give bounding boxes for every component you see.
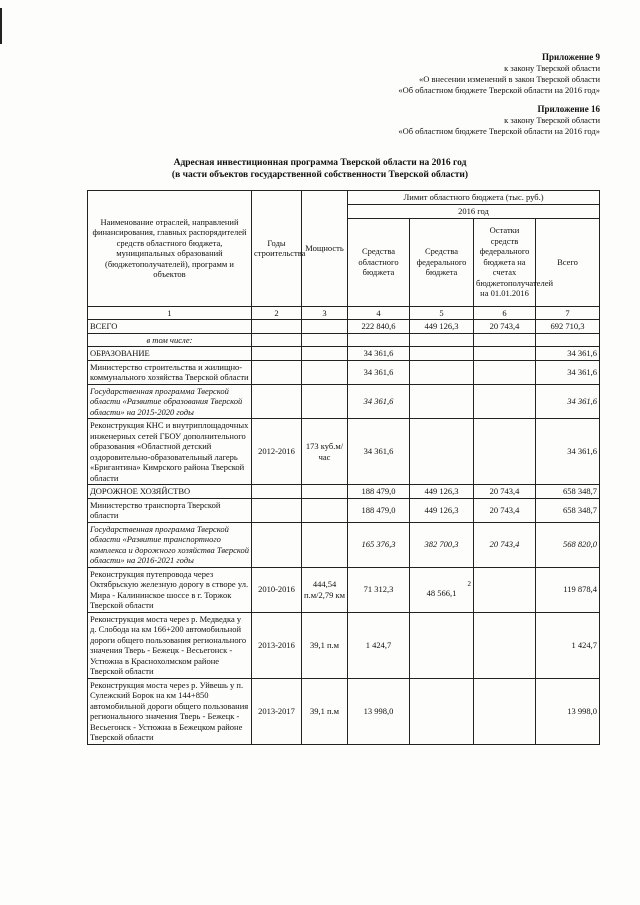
row-capacity: [302, 485, 348, 499]
header-limit: Лимит областного бюджета (тыс. руб.): [348, 191, 600, 205]
document-title-line-1: Адресная инвестиционная программа Тверской области на 2016 год: [173, 158, 467, 168]
col-number: 2: [252, 306, 302, 320]
table-row: [88, 360, 600, 384]
row-name: Реконструкция путепровода через Октябрьскую железную дорогу в створе ул. Мира - Калининское шоссе в г. Торжок Тверской области: [88, 567, 252, 612]
row-federal: 449 126,3: [410, 320, 474, 334]
col-number: 1: [88, 306, 252, 320]
table-row: [88, 678, 600, 744]
header-name: Наименование отраслей, направлений финансирования, главных распорядителей средств областного бюджета, муниципальных образований (бюджетополучателей), программ и объектов: [88, 191, 252, 307]
row-capacity: [302, 333, 348, 347]
appendix-16-line-1: к закону Тверской области: [504, 115, 600, 125]
row-years: [252, 522, 302, 567]
row-federal: 449 126,3: [410, 498, 474, 522]
table-row: [88, 498, 600, 522]
row-name: Государственная программа Тверской области «Развитие образования Тверской области» на 2015-2020 годы: [88, 384, 252, 419]
row-years: 2013-2017: [252, 678, 302, 744]
col-number: 4: [348, 306, 410, 320]
row-regional: 71 312,3: [348, 567, 410, 612]
header-years: Годы строительства: [252, 191, 302, 307]
row-total: 34 361,6: [536, 360, 600, 384]
row-regional: 13 998,0: [348, 678, 410, 744]
scan-edge-mark: [0, 8, 2, 44]
row-regional: 34 361,6: [348, 360, 410, 384]
row-name: Министерство строительства и жилищно-коммунального хозяйства Тверской области: [88, 360, 252, 384]
header-regional: Средства областного бюджета: [348, 218, 410, 306]
table-row: [88, 567, 600, 612]
row-remainders: [474, 678, 536, 744]
row-total: 13 998,0: [536, 678, 600, 744]
row-total: 658 348,7: [536, 485, 600, 499]
row-name: Реконструкция моста через р. Медведка у д. Слобода на км 166+200 автомобильной дороги общего пользования регионального значения Тверь - Бежецк - Весьегонск - Устюжна в Краснохолмском районе Тверской области: [88, 612, 252, 678]
row-total: 658 348,7: [536, 498, 600, 522]
row-name: Министерство транспорта Тверской области: [88, 498, 252, 522]
row-name: Реконструкция КНС и внутриплощадочных инженерных сетей ГБОУ дополнительного образования «Областной детский оздоровительно-образовательный лагерь «Бригантина» Кимрского района Тверской области: [88, 419, 252, 485]
row-remainders: [474, 419, 536, 485]
row-federal: 382 700,3: [410, 522, 474, 567]
table-row: [88, 485, 600, 499]
header-year-2016: 2016 год: [348, 205, 600, 219]
row-name: ОБРАЗОВАНИЕ: [88, 347, 252, 361]
row-regional: 34 361,6: [348, 347, 410, 361]
row-remainders: [474, 384, 536, 419]
col-number: 3: [302, 306, 348, 320]
row-remainders: [474, 347, 536, 361]
row-capacity: [302, 522, 348, 567]
row-years: [252, 485, 302, 499]
row-federal: [410, 347, 474, 361]
header-total: Всего: [536, 218, 600, 306]
appendix-16-line-2: «Об областном бюджете Тверской области на 2016 год»: [398, 126, 600, 136]
row-name: Реконструкция моста через р. Уйвешь у п. Сулежский Борок на км 144+850 автомобильной дороги общего пользования регионального значения Тверь - Бежецк - Весьегонск - Устюжна в Бежецком районе Тверской области: [88, 678, 252, 744]
row-capacity: 173 куб.м/час: [302, 419, 348, 485]
row-total: [536, 333, 600, 347]
row-capacity: [302, 384, 348, 419]
table-row: [88, 333, 600, 347]
appendix-9-title: Приложение 9: [541, 52, 600, 62]
appendix-16-header: [398, 104, 600, 137]
column-number-row: [88, 306, 600, 320]
row-years: [252, 360, 302, 384]
document-title-line-2: (в части объектов государственной собственности Тверской области): [171, 170, 469, 180]
row-name: Государственная программа Тверской области «Развитие транспортного комплекса и дорожного хозяйства Тверской области» на 2016-2021 годы: [88, 522, 252, 567]
row-federal: [410, 419, 474, 485]
row-capacity: 39,1 п.м: [302, 612, 348, 678]
row-years: 2012-2016: [252, 419, 302, 485]
row-total: 34 361,6: [536, 419, 600, 485]
appendix-16-title: Приложение 16: [537, 104, 600, 114]
row-federal: [410, 333, 474, 347]
col-number: 7: [536, 306, 600, 320]
row-total: 34 361,6: [536, 384, 600, 419]
row-federal-value: 48 566,1: [426, 588, 457, 599]
table-row: [88, 320, 600, 334]
row-regional: 188 479,0: [348, 498, 410, 522]
row-remainders: 20 743,4: [474, 320, 536, 334]
appendix-9-line-1: к закону Тверской области: [504, 63, 600, 73]
appendix-9-header: [398, 52, 600, 96]
row-capacity: [302, 320, 348, 334]
row-regional: 165 376,3: [348, 522, 410, 567]
table-row: [88, 522, 600, 567]
row-remainders: [474, 333, 536, 347]
header-federal: Средства федерального бюджета: [410, 218, 474, 306]
row-regional: 188 479,0: [348, 485, 410, 499]
row-remainders: 20 743,4: [474, 522, 536, 567]
header-remainders: Остатки средств федерального бюджета на счетах бюджетополучателей на 01.01.2016: [474, 218, 536, 306]
row-name: в том числе:: [88, 333, 252, 347]
col-number: 5: [410, 306, 474, 320]
row-years: [252, 347, 302, 361]
row-remainders: 20 743,4: [474, 498, 536, 522]
row-federal: [410, 678, 474, 744]
col-number: 6: [474, 306, 536, 320]
row-federal: [410, 360, 474, 384]
row-name: ВСЕГО: [88, 320, 252, 334]
row-remainders: [474, 612, 536, 678]
row-regional: 1 424,7: [348, 612, 410, 678]
table-row: [88, 347, 600, 361]
row-years: 2010-2016: [252, 567, 302, 612]
row-regional: 34 361,6: [348, 384, 410, 419]
row-federal-note: 2: [467, 580, 471, 589]
table-row: [88, 419, 600, 485]
investment-program-table: [87, 190, 600, 745]
row-years: [252, 498, 302, 522]
row-regional: 222 840,6: [348, 320, 410, 334]
row-federal: 449 126,3: [410, 485, 474, 499]
row-capacity: [302, 347, 348, 361]
row-capacity: 444,54 п.м/2,79 км: [302, 567, 348, 612]
header-capacity: Мощность: [302, 191, 348, 307]
row-capacity: [302, 360, 348, 384]
row-years: [252, 333, 302, 347]
row-years: 2013-2016: [252, 612, 302, 678]
row-total: 1 424,7: [536, 612, 600, 678]
row-federal: [410, 384, 474, 419]
row-years: [252, 320, 302, 334]
row-name: ДОРОЖНОЕ ХОЗЯЙСТВО: [88, 485, 252, 499]
row-remainders: [474, 567, 536, 612]
row-capacity: [302, 498, 348, 522]
document-title: [0, 157, 640, 181]
row-remainders: [474, 360, 536, 384]
appendix-9-line-3: «Об областном бюджете Тверской области на 2016 год»: [398, 85, 600, 95]
table-row: [88, 612, 600, 678]
row-total: 692 710,3: [536, 320, 600, 334]
appendix-9-line-2: «О внесении изменений в закон Тверской области: [419, 74, 600, 84]
row-total: 568 820,0: [536, 522, 600, 567]
row-regional: 34 361,6: [348, 419, 410, 485]
row-regional: [348, 333, 410, 347]
row-federal: [410, 612, 474, 678]
row-federal: [410, 567, 474, 612]
row-remainders: 20 743,4: [474, 485, 536, 499]
row-years: [252, 384, 302, 419]
table-row: [88, 384, 600, 419]
row-total: 34 361,6: [536, 347, 600, 361]
row-total: 119 878,4: [536, 567, 600, 612]
row-capacity: 39,1 п.м: [302, 678, 348, 744]
